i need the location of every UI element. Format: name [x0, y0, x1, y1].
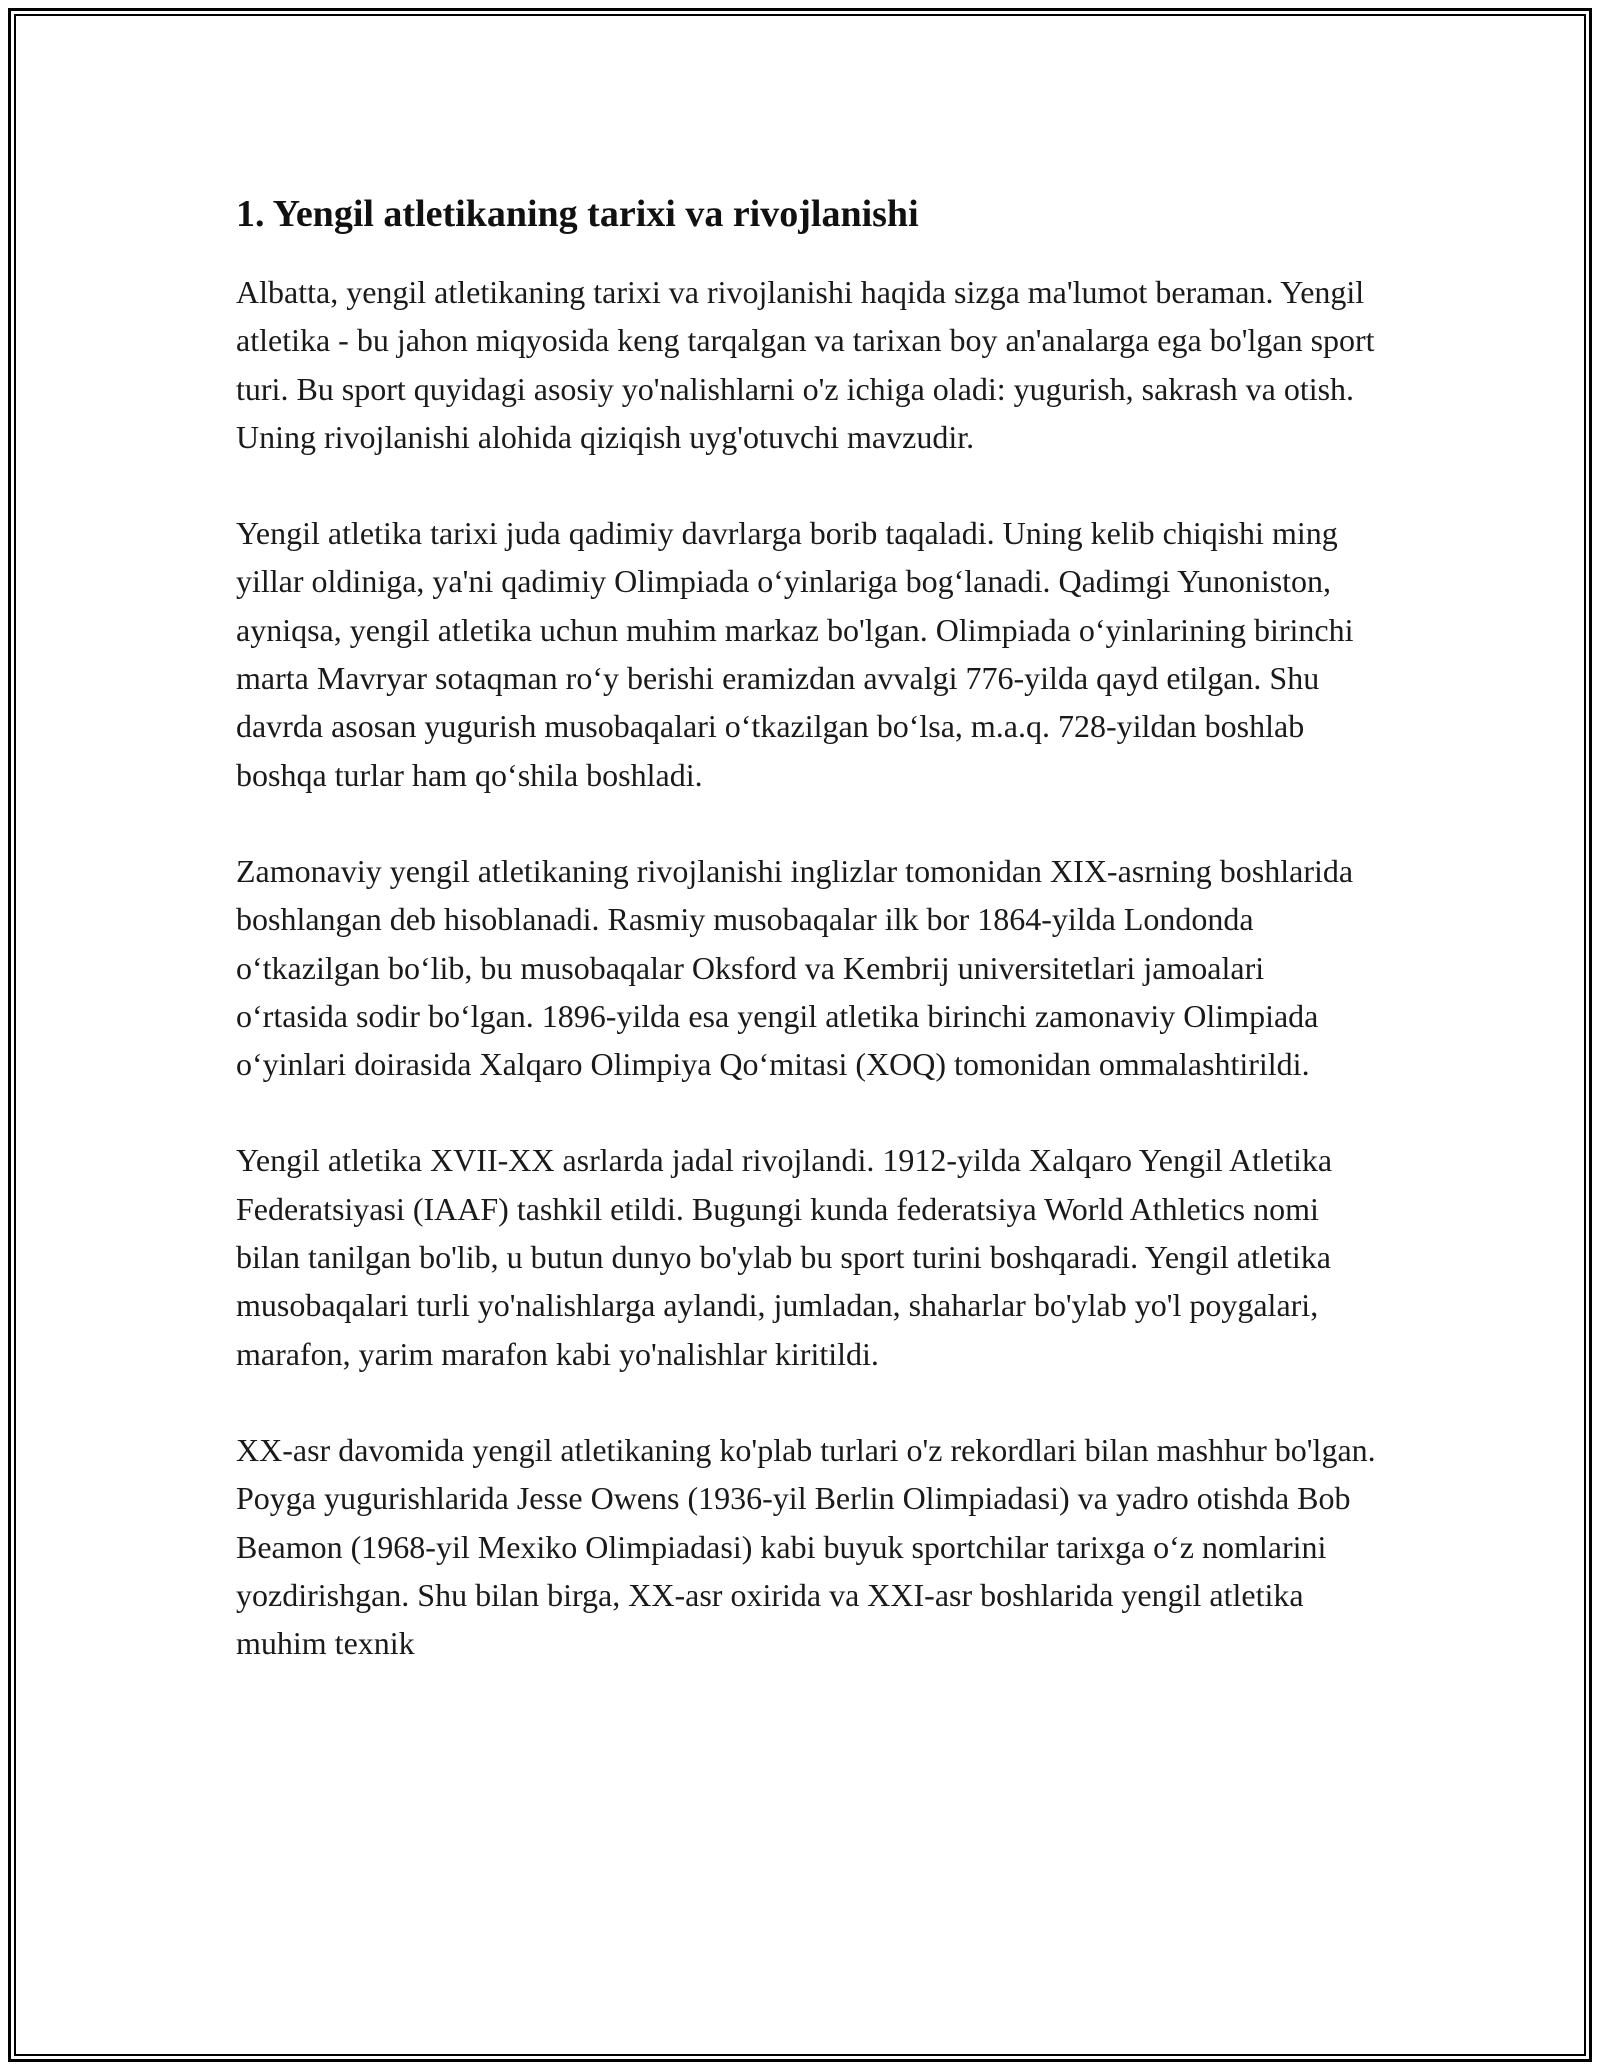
paragraph-federation: Yengil atletika XVII-XX asrlarda jadal rivojlandi. 1912-yilda Xalqaro Yengil Atletika Federatsiyasi (IAAF) tashkil etildi. Bugungi kunda federatsiya World Athletics nomi bilan tanilgan bo'lib, u butun dunyo bo'ylab bu sport turini boshqaradi. Yengil atletika musobaqalari turli yo'nalishlarga aylandi, jumladan, shaharlar bo'ylab yo'l poygalari, marafon, yarim marafon kabi yo'nalishlar kiritildi. — [236, 1142, 1333, 1372]
section-heading: 1. Yengil atletikaning tarixi va rivojlanishi — [236, 193, 919, 235]
paragraph-ancient-history: Yengil atletika tarixi juda qadimiy davrlarga borib taqaladi. Uning kelib chiqishi ming yillar oldiniga, ya'ni qadimiy Olimpiada o‘yinlariga bog‘lanadi. Qadimgi Yunoniston, ayniqsa, yengil atletika uchun muhim markaz bo'lgan. Olimpiada o‘yinlarining birinchi marta Mavryar sotaqman ro‘y berishi eramizdan avvalgi 776-yilda qayd etilgan. Shu davrda asosan yugurish musobaqalari o‘tkazilgan bo‘lsa, m.a.q. 728-yildan boshlab boshqa turlar ham qo‘shila boshladi. — [236, 515, 1354, 793]
paragraph-intro: Albatta, yengil atletikaning tarixi va rivojlanishi haqida sizga ma'lumot beraman. Yengil atletika - bu jahon miqyosida keng tarqalgan va tarixan boy an'analarga ega bo'lgan sport turi. Bu sport quyidagi asosiy yo'nalishlarni o'z ichiga oladi: yugurish, sakrash va otish. Uning rivojlanishi alohida qiziqish uyg'otuvchi mavzudir. — [236, 274, 1375, 455]
document-body — [236, 186, 1376, 1715]
paragraph-twentieth-century: XX-asr davomida yengil atletikaning ko'plab turlari o'z rekordlari bilan mashhur bo'lgan. Poyga yugurishlarida Jesse Owens (1936-yil Berlin Olimpiadasi) va yadro otishda Bob Beamon (1968-yil Mexiko Olimpiadasi) kabi buyuk sportchilar tarixga o‘z nomlarini yozdirishgan. Shu bilan birga, XX-asr oxirida va XXI-asr boshlarida yengil atletika muhim texnik — [236, 1431, 1376, 1662]
paragraph-modern-development: Zamonaviy yengil atletikaning rivojlanishi inglizlar tomonidan XIX-asrning boshlarida boshlangan deb hisoblanadi. Rasmiy musobaqalar ilk bor 1864-yilda Londonda o‘tkazilgan bo‘lib, bu musobaqalar Oksford va Kembrij universitetlari jamoalari o‘rtasida sodir bo‘lgan. 1896-yilda esa yengil atletika birinchi zamonaviy Olimpiada o‘yinlari doirasida Xalqaro Olimpiya Qo‘mitasi (XOQ) tomonidan ommalashtirildi. — [236, 852, 1354, 1083]
